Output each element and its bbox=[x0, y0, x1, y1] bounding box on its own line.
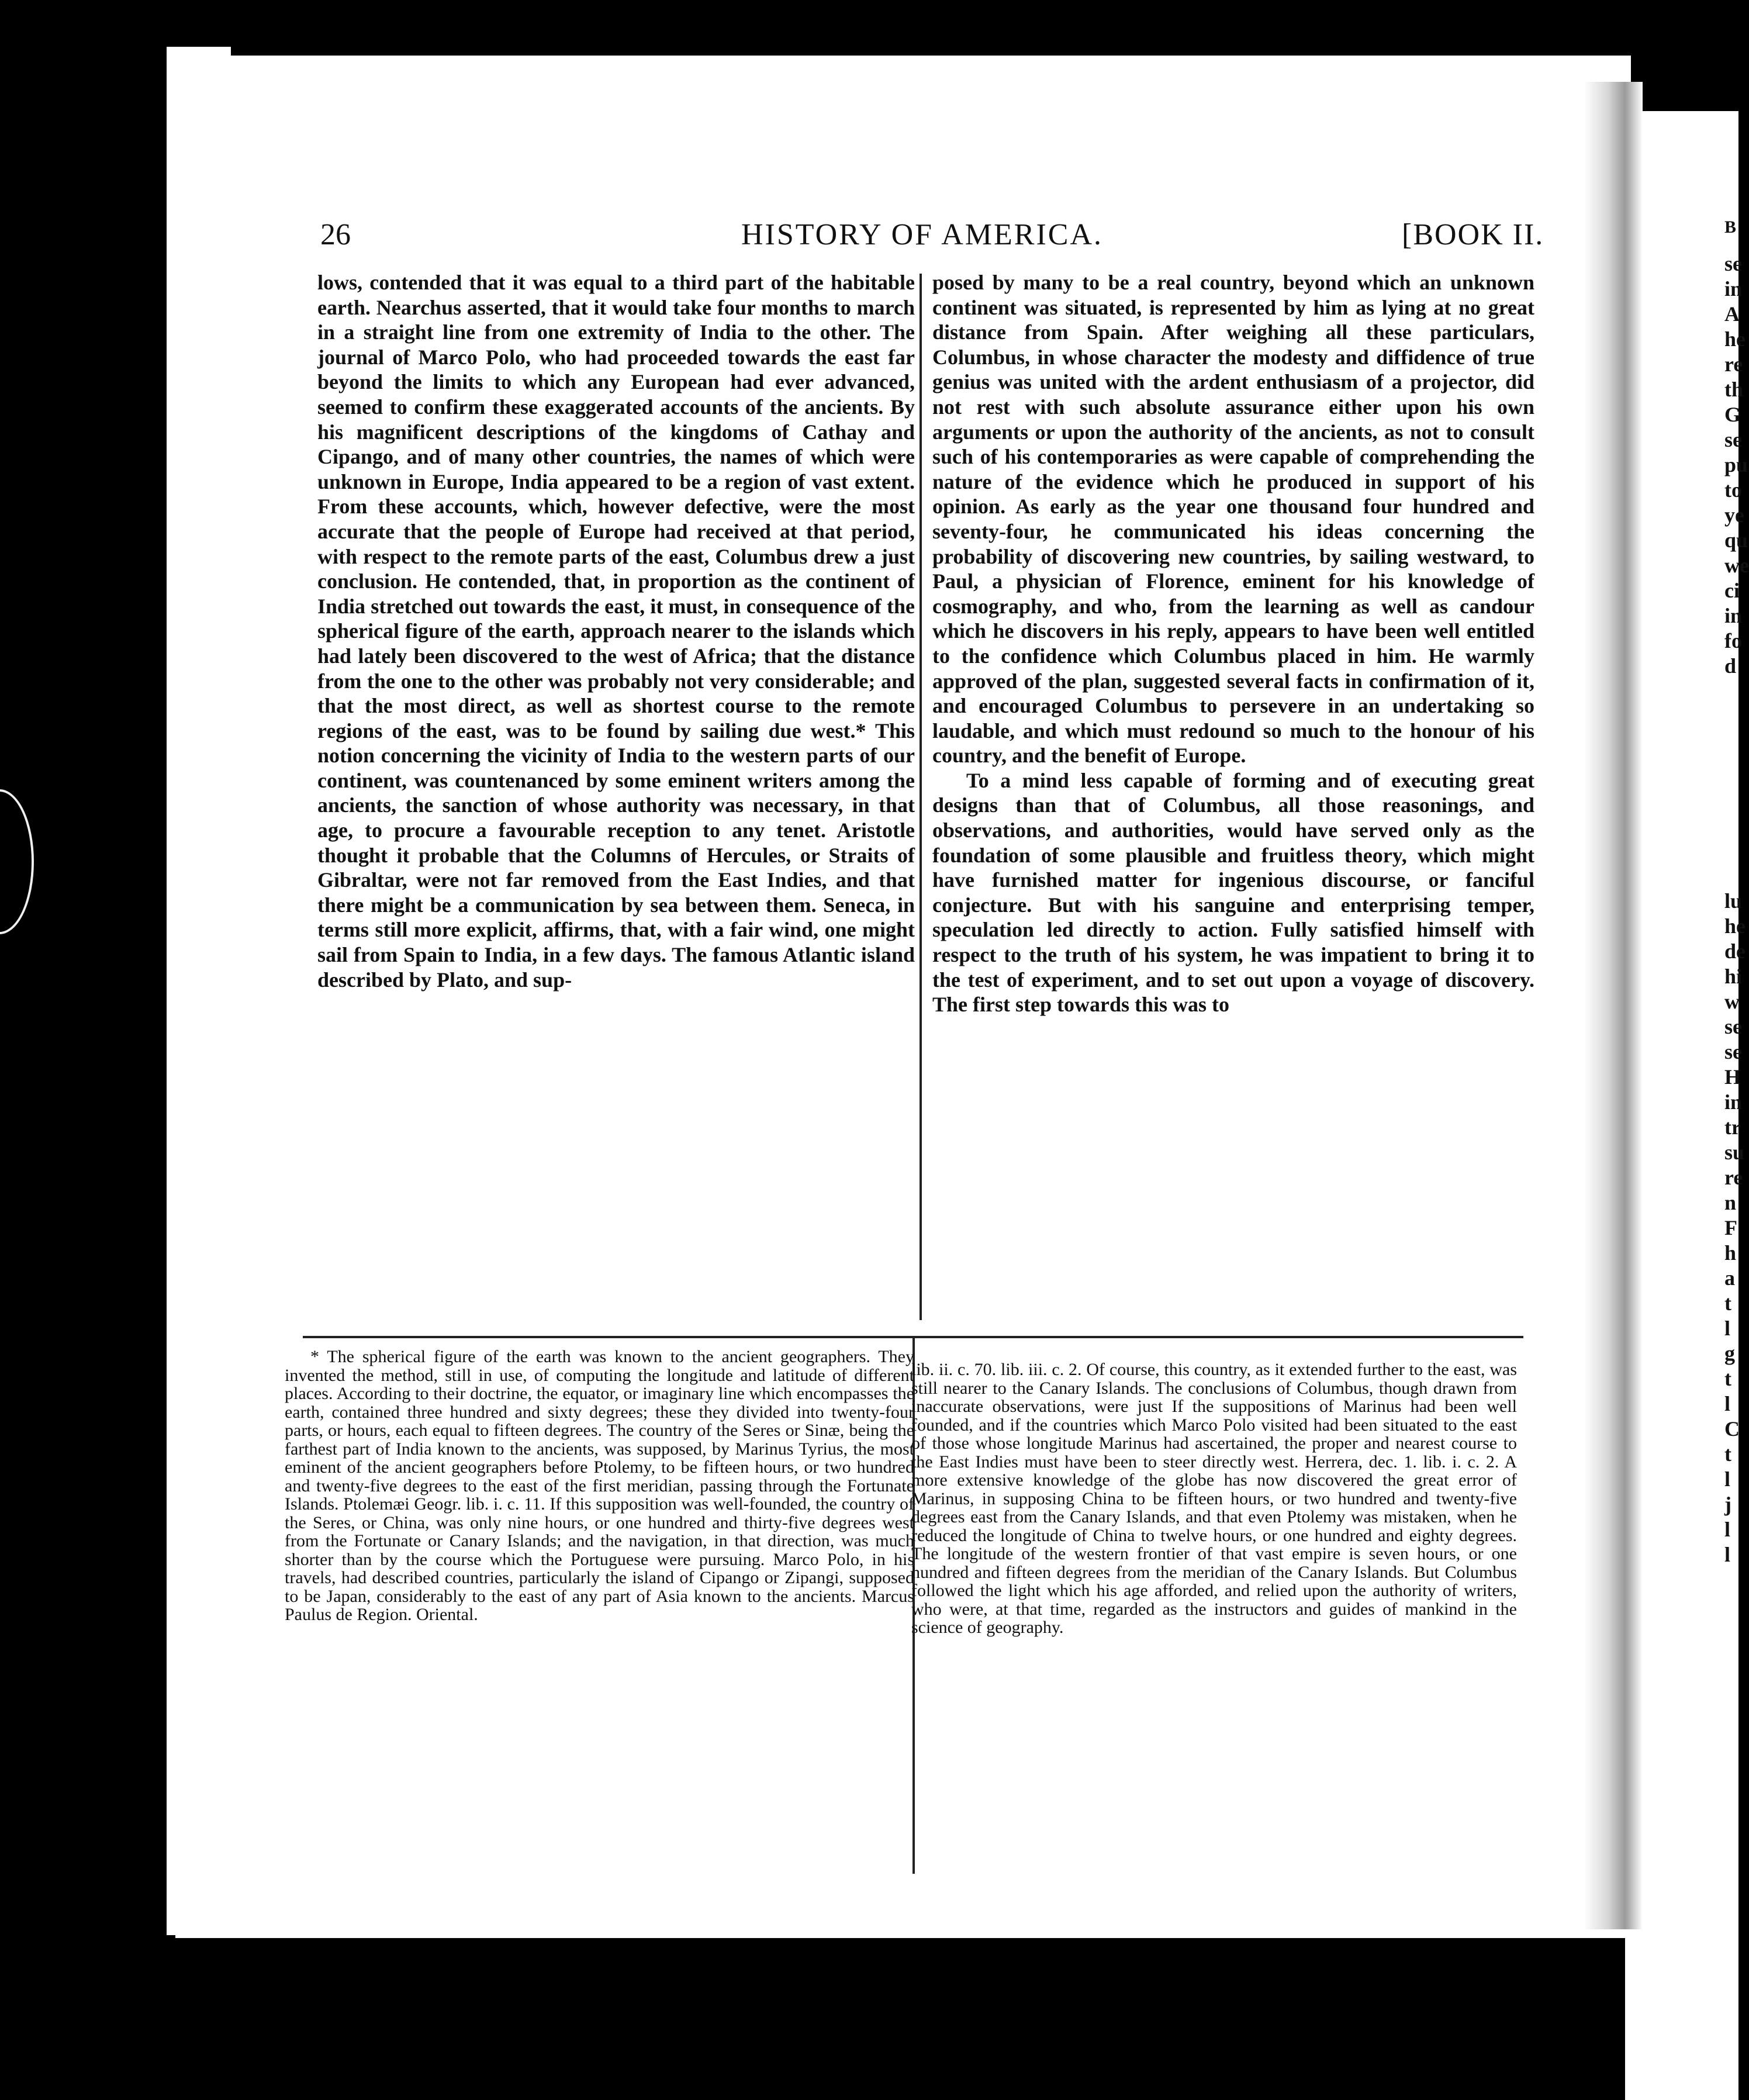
body-column-right bbox=[932, 270, 1534, 1017]
scan-edge-arc bbox=[0, 789, 34, 934]
footnote-text: * The spherical figure of the earth was known to the ancient geographers. They invented the method, still in use, of computing the longitude and latitude of different places. According to their doctrine, the equator, or imaginary line which encompasses the earth, contained three hundred and sixty degrees; these they divided into twenty-four parts, or hours, each equal to fifteen degrees. The country of the Seres or Sinæ, being the farthest part of India known to the ancients, was supposed, by Marinus Tyrius, the most eminent of the ancient geographers before Ptolemy, to be fifteen hours, or two hundred and twenty-five degrees to the east of the first meridian, passing through the Fortunate Islands. Ptolemæi Geogr. lib. i. c. 11. If this supposition was well-founded, the country of the Seres, or China, was only nine hours, or one hundred and thirty-five degrees west from the Fortunate or Canary Islands; and the navigation, in that direction, was much shorter than by the course which the Portuguese were pursuing. Marco Polo, in his travels, had described countries, particularly the island of Cipango or Zipangi, supposed to be Japan, considerably to the east of any part of Asia known to the ancients. Marcus Paulus de Region. Oriental. bbox=[285, 1347, 914, 1624]
body-paragraph: posed by many to be a real country, beyond which an unknown continent was situated, is represented by him as lying at no great distance from Spain. After weighing all these particulars, Columbus, in whose character the modesty and diffidence of true genius was united with the ardent enthusiasm of a projector, did not rest with such absolute assurance either upon his own arguments or upon the authority of the ancients, as not to consult such of his contemporaries as were capable of comprehending the nature of the evidence which he produced in support of his opinion. As early as the year one thousand four hundred and seventy-four, he communicated his ideas concerning the probability of discovering new countries, by sailing westward, to Paul, a physician of Florence, eminent for his knowledge of cosmography, and who, from the learning as well as candour which he discovers in his reply, appears to have been well entitled to the confidence which Columbus placed in him. He warmly approved of the plan, suggested several facts in confirmation of it, and encouraged Columbus to persevere in an undertaking so laudable, and which must redound so much to the honour of his country, and the benefit of Europe. bbox=[932, 271, 1534, 768]
column-divider bbox=[920, 274, 922, 1320]
page-number: 26 bbox=[320, 218, 351, 251]
book-label: [BOOK II. bbox=[1402, 218, 1544, 251]
running-title: HISTORY OF AMERICA. bbox=[741, 218, 1103, 251]
body-column-left bbox=[317, 270, 915, 992]
footnote-right bbox=[911, 1360, 1517, 1637]
body-paragraph: To a mind less capable of forming and of executing great designs than that of Columbus, all those reasonings, and observations, and authorities, would have served only as the foundation of some plausible and fruitless theory, which might have furnished matter for ingenious discourse, or fanciful conjecture. But with his sanguine and enterprising temper, speculation led directly to action. Fully satisfied himself with respect to the truth of his system, he was impatient to bring it to the test of experiment, and to set out upon a voyage of discovery. The first step towards this was to bbox=[932, 768, 1534, 1017]
facing-page-text-fragment: se in A he re th G se pu to ye qu we ci in fo d bbox=[1724, 252, 1749, 678]
facing-page-text-fragment: lu he de hi w se se H in tr su re n F h a t l g t l C t l j l l bbox=[1724, 889, 1745, 1566]
footnote-rule-right bbox=[912, 1336, 1523, 1338]
footnote-rule-left bbox=[303, 1336, 917, 1338]
facing-page-running-head: B bbox=[1724, 217, 1737, 237]
footnote-text: lib. ii. c. 70. lib. iii. c. 2. Of course, this country, as it extended further to the east, was still nearer to the Canary Islands. The conclusions of Columbus, though drawn from inaccurate observations, were just If the suppositions of Marinus had been well founded, and if the countries which Marco Polo visited had been situated to the east of those whose longitude Marinus had ascertained, the proper and nearest course to the East Indies must have been to steer directly west. Herrera, dec. 1. lib. i. c. 2. A more extensive knowledge of the globe has now discovered the great error of Marinus, in supposing China to be fifteen hours, or two hundred and twenty-five degrees east from the Canary Islands, and that even Ptolemy was mistaken, when he reduced the longitude of China to twelve hours, or one hundred and eighty degrees. The longitude of the western frontier of that vast empire is seven hours, or one hundred and fifteen degrees from the meridian of the Canary Islands. But Columbus followed the light which his age afforded, and relied upon the authority of writers, who were, at that time, regarded as the instructors and guides of mankind in the science of geography. bbox=[911, 1360, 1517, 1637]
footnote-left bbox=[285, 1348, 914, 1624]
body-paragraph: lows, contended that it was equal to a third part of the habitable earth. Nearchus asserted, that it would take four months to march in a straight line from one extremity of India to the other. The journal of Marco Polo, who had proceeded towards the east far beyond the limits to which any European had ever advanced, seemed to confirm these exaggerated accounts of the ancients. By his magnificent descriptions of the kingdoms of Cathay and Cipango, and of many other countries, the names of which were unknown in Europe, India appeared to be a region of vast extent. From these accounts, which, however defective, were the most accurate that the people of Europe had received at that period, with respect to the remote parts of the east, Columbus drew a just conclusion. He contended, that, in proportion as the continent of India stretched out towards the east, it must, in consequence of the spherical figure of the earth, approach nearer to the islands which had lately been discovered to the west of Africa; that the distance from the one to the other was probably not very considerable; and that the most direct, as well as shortest course to the remote regions of the east, was to be found by sailing due west.* This notion concerning the vicinity of India to the western parts of our continent, was countenanced by some eminent writers among the ancients, the sanction of whose authority was necessary, in that age, to procure a favourable reception to any tenet. Aristotle thought it probable that the Columns of Hercules, or Straits of Gibraltar, were not far removed from the East Indies, and that there might be a communication by sea between them. Seneca, in terms still more explicit, affirms, that, with a fair wind, one might sail from Spain to India, in a few days. The famous Atlantic island described by Plato, and sup- bbox=[317, 271, 915, 992]
page-gutter-shadow bbox=[1584, 82, 1643, 1929]
